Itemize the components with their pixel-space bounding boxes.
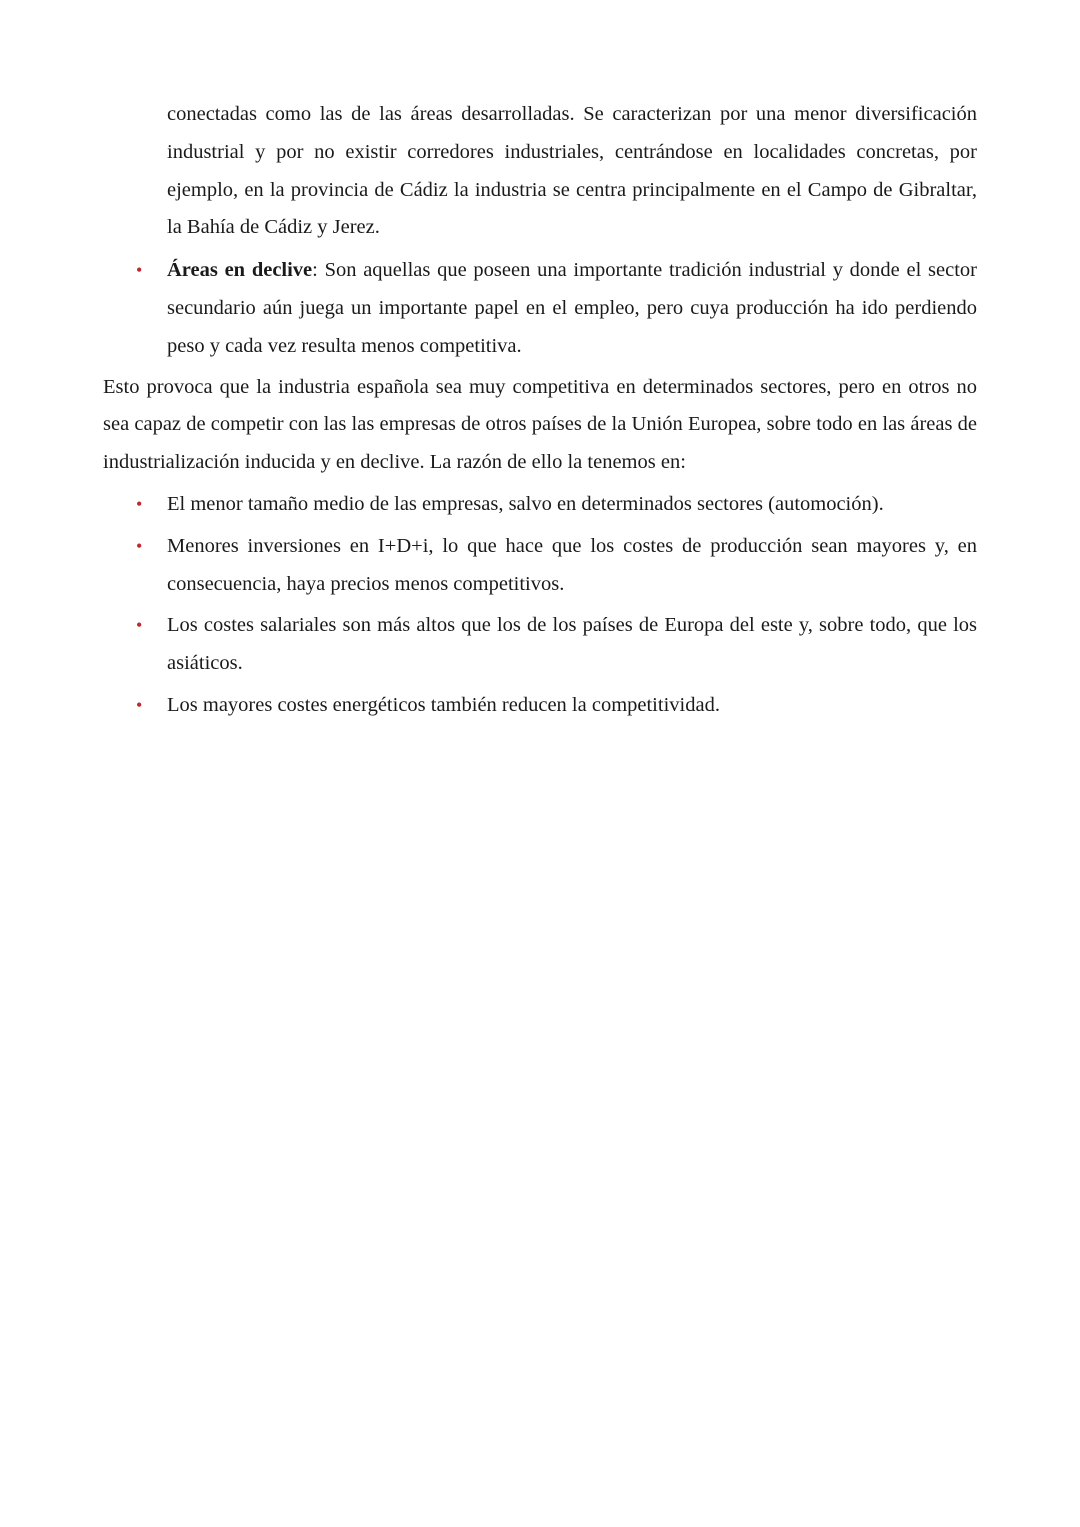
list-item-text: Menores inversiones en I+D+i, lo que hace que los costes de producción sean mayores y, en consecuencia, haya precios menos competitivos. <box>167 534 977 595</box>
continuation-paragraph: conectadas como las de las áreas desarrolladas. Se caracterizan por una menor diversificación industrial y por no existir corredores industriales, centrándose en localidades concretas, por ejemplo, en la provincia de Cádiz la industria se centra principalmente en el Campo de Gibraltar, la Bahía de Cádiz y Jerez. <box>167 103 977 239</box>
bullet-icon: • <box>136 535 143 556</box>
bullet-icon: • <box>136 615 143 636</box>
document-body <box>103 96 977 725</box>
body-paragraph: Esto provoca que la industria española sea muy competitiva en determinados sectores, pero en otros no sea capaz de competir con las las empresas de otros países de la Unión Europea, sobre todo en las áreas de industrialización inducida y en declive. La razón de ello la tenemos en: <box>103 375 977 474</box>
reasons-list <box>103 486 977 725</box>
list-item <box>103 687 977 725</box>
list-item-text: El menor tamaño medio de las empresas, salvo en determinados sectores (automoción). <box>167 492 884 515</box>
declive-text: : Son aquellas que poseen una importante tradición industrial y donde el sector secundario aún juega un importante papel en el empleo, pero cuya producción ha ido perdiendo peso y cada vez resulta menos competitiva. <box>167 259 977 357</box>
list-item-text: Los costes salariales son más altos que los de los países de Europa del este y, sobre todo, que los asiáticos. <box>167 614 977 675</box>
list-item <box>103 486 977 524</box>
declive-list <box>103 252 977 365</box>
list-item-text: Los mayores costes energéticos también reducen la competitividad. <box>167 693 720 716</box>
list-item <box>103 607 977 683</box>
declive-term: Áreas en declive <box>167 259 313 282</box>
bullet-icon: • <box>136 260 143 281</box>
bullet-icon: • <box>136 493 143 514</box>
list-item-declive <box>103 252 977 365</box>
list-item <box>103 528 977 604</box>
bullet-icon: • <box>136 694 143 715</box>
